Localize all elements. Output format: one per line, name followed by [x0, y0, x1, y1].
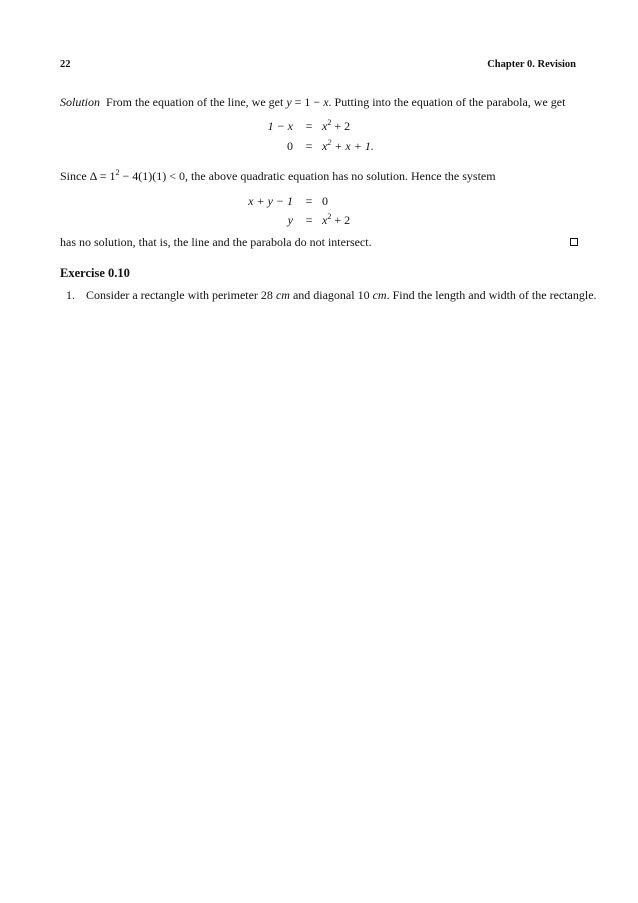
conclusion-text: has no solution, that is, the line and the parabola do not intersect. [60, 235, 372, 249]
var-x: x [323, 95, 329, 109]
qed-square-icon [570, 238, 578, 246]
eq2-row1-rhs: 0 [322, 194, 328, 208]
solution-text-a: From the equation of the line, we get [106, 95, 287, 109]
eq2-row2-op: = [305, 213, 313, 227]
eq1-row2-rhs: $x^2 + x + 1$. [322, 138, 374, 153]
exercise-title: Exercise 0.10 [60, 266, 130, 280]
since-paragraph: Since $\Delta = 1^2 - 4(1)(1) < 0$, the above quadratic equation has no solution. Hence the system [60, 168, 496, 183]
solution-intro [60, 94, 580, 110]
eq1-row1-lhs: 1 − x [267, 119, 293, 133]
solution-text-b: = 1 − [291, 95, 324, 109]
solution-label: Solution [60, 95, 101, 109]
exercise-item-number: 1. [66, 288, 75, 302]
eq1-row1-rhs: $x^2 + 2$ [322, 118, 351, 133]
eq2-row1-op: = [305, 194, 313, 208]
chapter-header: Chapter 0. Revision [487, 59, 576, 70]
page-number: 22 [60, 59, 71, 70]
eq2-row2-rhs: $x^2 + 2$ [322, 212, 351, 227]
exercise-item: 1. Consider a rectangle with perimeter 28 cm and diagonal 10 cm. Find the length and width of the rectangle. [66, 288, 597, 302]
eq2-row1-lhs: x + y − 1 [248, 194, 293, 208]
eq2-row2-lhs: y [287, 213, 293, 227]
solution-text-c: . Putting into the equation of the parabola, we get [328, 95, 566, 109]
eq1-row2-lhs: 0 [287, 139, 293, 153]
var-y: y [286, 95, 292, 109]
eq1-row2-op: = [305, 139, 313, 153]
eq1-row1-op: = [305, 119, 313, 133]
